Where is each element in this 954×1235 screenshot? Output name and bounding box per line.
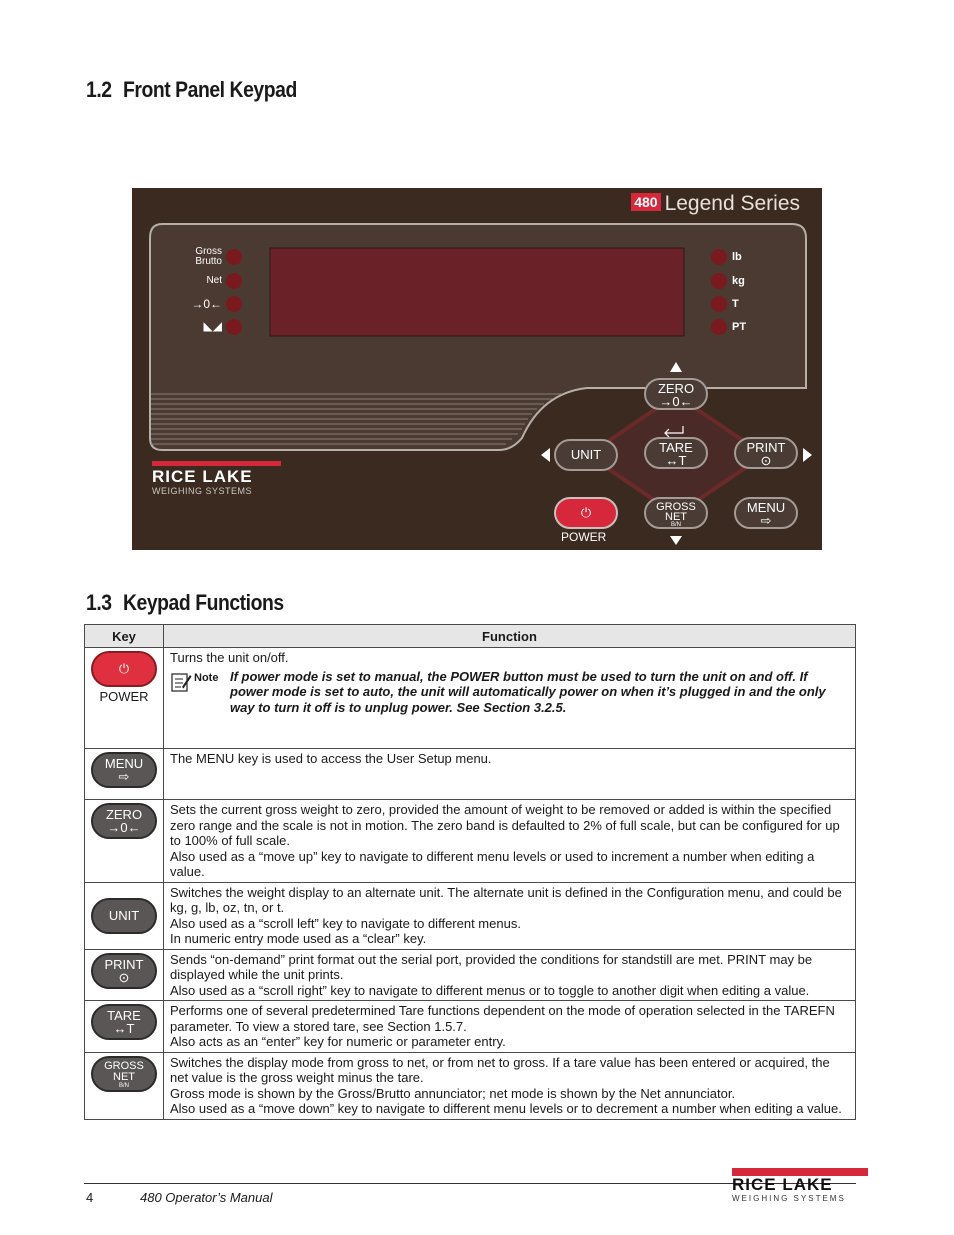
panel-logo: RICE LAKE WEIGHING SYSTEMS: [152, 461, 281, 496]
note-label: Note: [194, 671, 219, 684]
keypad-functions-table: [84, 624, 856, 1120]
series-brand: 480 Legend Series: [631, 192, 800, 216]
tare-icon: ↔T: [665, 453, 687, 468]
print-key-image: PRINT ⊙: [91, 953, 157, 989]
zero-key-image: ZERO →0←: [91, 803, 157, 839]
menu-icon: ⇨: [118, 769, 130, 784]
annunciator-zero: →0←: [191, 297, 222, 311]
table-header-row: [85, 625, 856, 648]
unit-key-image: UNIT: [91, 898, 157, 934]
power-caption: POWER: [561, 530, 607, 544]
annunciator-gross: Gross Brutto: [195, 246, 222, 267]
print-icon: ⊙: [760, 453, 772, 468]
table-row: UNIT Switches the weight display to an alternate unit. The alternate unit is defined in the Configuration menu, and could be kg, g, lb, oz, tn, or t. Also used as a “scroll left” key to navigate to different menus. In numeric entry mode used as a “clear” key.: [85, 882, 856, 949]
header-function: Function: [164, 625, 856, 648]
gross-net-key[interactable]: GROSS NET B/N: [644, 497, 708, 529]
footer-logo: RICE LAKE WEIGHING SYSTEMS: [732, 1168, 868, 1203]
zero-key[interactable]: ZERO →0←: [644, 378, 708, 410]
table-row: ZERO →0← Sets the current gross weight to zero, provided the amount of weight to be removed or added is within the specified zero range and the scale is not in motion. The zero band is defaulted to 2% of full scale, but can be configured for up to 100% of full scale. Also used as a “move up” key to navigate to different menu levels or used to increment a number when editing a value.: [85, 800, 856, 883]
table-row: ⏻ POWER Turns the unit on/off. Note If power mode is set to manual, the POWER button must be used to turn the unit on and off. If power mode is set to auto, the unit will automatically power on when it’s plugged in and the only way to turn it off is to unplug power. See Section 3.2.5.: [85, 648, 856, 749]
annunciator-kg: kg: [732, 275, 745, 287]
page-number: 4: [86, 1190, 94, 1205]
header-key: Key: [85, 625, 164, 648]
note-block: [170, 669, 849, 716]
gross-net-key-image: GROSS NET B/N: [91, 1056, 157, 1092]
manual-title: 480 Operator’s Manual: [140, 1190, 273, 1205]
section-heading-front-panel: 1.2 Front Panel Keypad: [86, 77, 297, 102]
section-heading-keypad-functions: 1.3 Keypad Functions: [86, 590, 284, 615]
menu-key[interactable]: MENU ⇨: [734, 497, 798, 529]
table-row: GROSS NET B/N Switches the display mode from gross to net, or from net to gross. If a tare value has been entered or acquired, the net value is the gross weight minus the tare. Gross mode is shown by the Gross/Brutto annunciator; net mode is shown by the Net annunciator. Also used as a “move down” key to navigate to different menu levels or to decrement a number when editing a value.: [85, 1052, 856, 1119]
tare-key[interactable]: TARE ↔T: [644, 437, 708, 469]
annunciator-net: Net: [206, 275, 222, 286]
note-text: If power mode is set to manual, the POWER button must be used to turn the unit on and off. If power mode is set to auto, the unit will automatically power on when it’s plugged in and the only way to turn it off is to unplug power. See Section 3.2.5.: [230, 668, 826, 715]
power-key-caption: POWER: [99, 689, 149, 704]
power-icon: ⏻: [580, 505, 592, 520]
annunciator-preset-tare: PT: [732, 321, 747, 333]
annunciator-lb: lb: [732, 251, 742, 263]
tare-icon: ↔T: [113, 1021, 135, 1036]
zero-icon: →0←: [107, 820, 141, 835]
table-row: MENU ⇨ The MENU key is used to access the User Setup menu.: [85, 749, 856, 800]
menu-key-image: MENU ⇨: [91, 752, 157, 788]
power-key[interactable]: [554, 497, 618, 529]
annunciator-standstill: ◣◢: [203, 319, 222, 333]
power-icon: ⏻: [118, 661, 130, 676]
tare-key-image: TARE ↔T: [91, 1004, 157, 1040]
zero-icon: →0←: [659, 394, 693, 409]
table-row: PRINT ⊙ Sends “on-demand” print format out the serial port, provided the conditions for standstill are met. PRINT may be displayed while the unit prints. Also used as a “scroll right” key to navigate to different menus or to toggle to another digit when editing a value.: [85, 949, 856, 1001]
menu-icon: ⇨: [760, 513, 772, 528]
table-row: TARE ↔T Performs one of several predetermined Tare functions dependent on the mode of operation selected in the TAREFN parameter. To view a stored tare, see Section 1.5.7. Also acts as an “enter” key for numeric or parameter entry.: [85, 1001, 856, 1053]
front-panel-image: [132, 188, 822, 550]
power-key-image: [91, 651, 157, 687]
print-key[interactable]: PRINT ⊙: [734, 437, 798, 469]
print-icon: ⊙: [118, 969, 130, 985]
annunciator-tare: T: [732, 298, 739, 310]
unit-key[interactable]: UNIT: [554, 439, 618, 471]
note-icon: [170, 671, 192, 693]
